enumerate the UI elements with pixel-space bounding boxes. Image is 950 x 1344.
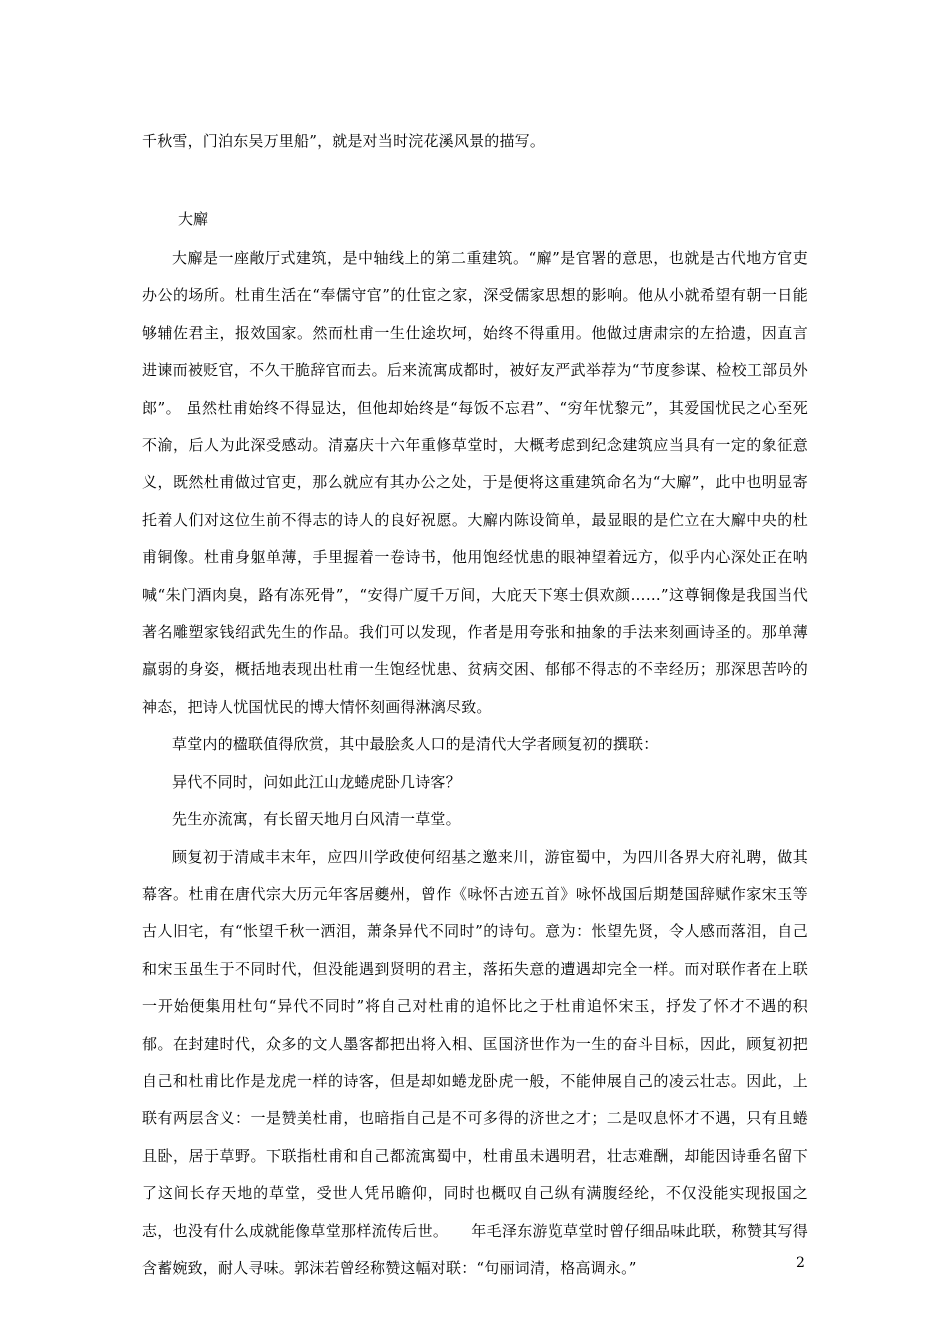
body-text bbox=[142, 240, 808, 1287]
paragraph-couplet-line-2: 先生亦流寓，有长留天地月白风清一草堂。 bbox=[172, 810, 461, 829]
paragraph-couplet-intro: 草堂内的楹联值得欣赏，其中最脍炙人口的是清代大学者顾复初的撰联： bbox=[172, 735, 659, 754]
lead-paragraph bbox=[142, 123, 808, 160]
paragraph-couplet-line-1: 异代不同时，问如此江山龙蜷虎卧几诗客？ bbox=[172, 772, 461, 791]
paragraph-analysis: 顾复初于清咸丰末年，应四川学政使何绍基之邀来川，游宦蜀中，为四川各界大府礼聘，做其幕客。杜甫在唐代宗大历元年客居夔州，曾作《咏怀古迹五首》咏怀战国后期楚国辞赋作家宋玉等古人旧宅，有“怅望千秋一洒泪，萧条异代不同时”的诗句。意为：怅望先贤，令人感而落泪，自己和宋玉虽生于不同时代，但没能遇到贤明的君主，落拓失意的遭遇却完全一样。而对联作者在上联一开始便集用杜句“异代不同时”将自己对杜甫的追怀比之于杜甫追怀宋玉，抒发了怀才不遇的积郁。在封建时代，众多的文人墨客都把出将入相、匡国济世作为一生的奋斗目标，因此，顾复初把自己和杜甫比作是龙虎一样的诗客，但是却如蜷龙卧虎一般，不能伸展自己的凌云壮志。因此，上联有两层含义：一是赞美杜甫，也暗指自己是不可多得的济世之才；二是叹息怀才不遇，只有且蜷且卧，居于草野。下联指杜甫和自己都流寓蜀中，杜甫虽未遇明君，壮志难酬，却能因诗垂名留下了这间长存天地的草堂，受世人凭吊瞻仰，同时也概叹自己纵有满腹经纶，不仅没能实现报国之志，也没有什么成就能像草堂那样流传后世。 年毛泽东游览草堂时曾仔细品味此联，称赞其写得含蓄婉致，耐人寻味。郭沫若曾经称赞这幅对联：“句丽词清，格高调永。” bbox=[142, 847, 808, 1277]
page-number: 2 bbox=[796, 1255, 805, 1271]
paragraph-main: 大廨是一座敞厅式建筑，是中轴线上的第二重建筑。“廨”是官署的意思，也就是古代地方官吏办公的场所。杜甫生活在“奉儒守官”的仕宦之家，深受儒家思想的影响。他从小就希望有朝一日能够辅佐君主，报效国家。然而杜甫一生仕途坎坷，始终不得重用。他做过唐肃宗的左拾遗，因直言进谏而被贬官，不久干脆辞官而去。后来流寓成都时，被好友严武举荐为“节度参谋、检校工部员外郎”。 虽然杜甫始终不得显达，但他却始终是“每饭不忘君”、“穷年忧黎元”，其爱国忧民之心至死不渝，后人为此深受感动。清嘉庆十六年重修草堂时，大概考虑到纪念建筑应当具有一定的象征意义，既然杜甫做过官吏，那么就应有其办公之处，于是便将这重建筑命名为“大廨”，此中也明显寄托着人们对这位生前不得志的诗人的良好祝愿。大廨内陈设简单，最显眼的是伫立在大廨中央的杜甫铜像。杜甫身躯单薄，手里握着一卷诗书，他用饱经忧患的眼神望着远方，似乎内心深处正在呐喊“朱门酒肉臭，路有冻死骨”，“安得广厦千万间，大庇天下寒士俱欢颜……”这尊铜像是我国当代著名雕塑家钱绍武先生的作品。我们可以发现，作者是用夸张和抽象的手法来刻画诗圣的。那单薄羸弱的身姿，概括地表现出杜甫一生饱经忧患、贫病交困、郁郁不得志的不幸经历；那深思苦吟的神态，把诗人忧国忧民的博大情怀刻画得淋漓尽致。 bbox=[142, 249, 808, 716]
lead-line: 千秋雪，门泊东吴万里船”，就是对当时浣花溪风景的描写。 bbox=[142, 132, 546, 150]
section-title: 大廨 bbox=[178, 210, 209, 228]
